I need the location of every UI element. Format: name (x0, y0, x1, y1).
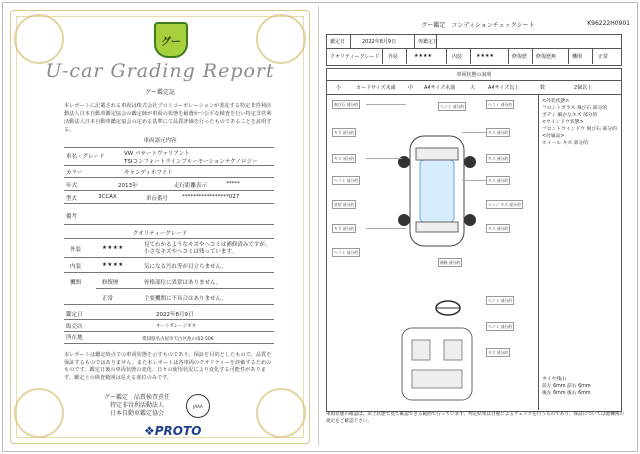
date-value: 2022年8月9日 (362, 39, 397, 45)
damage-tag: 塗装 部分的 (334, 202, 355, 207)
rule (64, 319, 274, 320)
corner-ornament-icon (14, 14, 64, 64)
damage-tag: キズ 部分的 (334, 156, 355, 161)
damage-tag: キズ 部分的 (334, 226, 355, 231)
ext-label: 外装 (388, 54, 399, 60)
rule (538, 94, 539, 410)
leader-line (366, 104, 406, 105)
ext-stars: ★★★★ (414, 53, 432, 59)
corner-ornament-icon (256, 388, 306, 438)
damage-tag: ヘコミ 部分的 (334, 250, 358, 255)
corner-ornament-icon (14, 388, 64, 438)
grade-engine-desc: 主要機関に不具合はありません。 (144, 296, 227, 302)
rule (326, 94, 622, 95)
grading-report-page (6, 6, 314, 446)
rule (568, 49, 569, 64)
rule (64, 147, 274, 148)
rule (64, 272, 274, 273)
damage-tag: ヘコミ 部分的 (488, 102, 512, 107)
int-stars: ★★★★ (476, 53, 494, 59)
grade-int-desc: 気になる汚れ等が目立ちません。 (144, 264, 227, 270)
vin-label: 車台番号 (146, 196, 169, 202)
grade-int-label: 内装 (70, 264, 82, 270)
mileage-value: ***** (226, 181, 240, 187)
corner-ornament-icon (256, 14, 306, 64)
jaaa-seal-icon: JAAA (186, 394, 210, 418)
intro-text: 本レポートに記載される車両は株式会社プロトコーポレーションが委託する特定非営利活動法人日本自動車鑑定協会の鑑定師が車両の状態を厳選かつ公平な検査を行い特定非営利活動法人日本自動車鑑定協会の定める基準にて品質評価を行ったものであることを証明する。 (64, 103, 272, 133)
rule (64, 331, 274, 332)
rule (96, 288, 274, 289)
appraisal-date-label: 鑑定日 (66, 312, 83, 318)
repair-value: 修復歴無 (536, 54, 557, 60)
leader-line (462, 180, 486, 181)
grade-ext-stars: ★★★★ (102, 245, 124, 251)
address-value: 愛知県名古屋市天白区池の南2-506 (142, 337, 214, 342)
count-label: 数 (540, 85, 546, 91)
rule (382, 49, 383, 64)
car-interior-diagram (392, 324, 482, 404)
vin-value: *****************027 (182, 194, 240, 200)
grade-repair-value: 修復歴 (102, 280, 119, 286)
color-value: キャンディホワイト (124, 170, 173, 176)
damage-tag: ヘコミ 部分的 (488, 324, 512, 329)
rule (532, 49, 533, 64)
year-label: 年式 (66, 183, 78, 189)
rule (64, 238, 274, 239)
quality-grade-title: クオリティーグレード (132, 231, 188, 237)
report-title: U-car Grading Report (45, 60, 275, 82)
rule (406, 49, 407, 64)
damage-tag: キズ 部分的 (488, 350, 509, 355)
rule (326, 80, 622, 81)
engine-value: 正常 (598, 54, 609, 60)
proto-logo: ❖PROTO (144, 424, 202, 438)
damage-tag: 飛び石 部分的 (334, 102, 358, 107)
rule (64, 304, 274, 305)
address-label: 所在地 (66, 335, 83, 341)
damage-tag: キズ 部分的 (488, 156, 509, 161)
rule (64, 177, 274, 178)
recheck-label: 再鑑定日 (418, 39, 439, 45)
sheet-id: K96222H0901 (587, 20, 630, 27)
rule (64, 190, 274, 191)
legend-large: 大 (470, 85, 476, 91)
steering-wheel-icon (434, 298, 462, 318)
legend-large-desc: A4サイズ以上 (488, 85, 520, 91)
condition-check-sheet (322, 6, 634, 446)
leader-line (462, 132, 486, 133)
page-divider (318, 6, 319, 446)
grade-engine-value: 正常 (102, 296, 114, 302)
grade-ext-desc: 見てわかるようなキズやヘコミは補修済みですが、小さなキズやヘコミは残っています。 (144, 242, 271, 255)
damage-tag: エッジ キズ 部分的 (488, 202, 521, 207)
car-top-view-diagram (392, 126, 482, 256)
model-value-2: TSIコンフォートラインブルーモーションテクノロジー (124, 159, 258, 165)
appraisal-date-value: 2022年8月9日 (156, 312, 194, 318)
remarks-label: 備考 (66, 214, 78, 220)
legend-medium-desc: A4サイズ未満 (424, 85, 456, 91)
damage-tag: ヘコミ 部分的 (488, 298, 512, 303)
rule (592, 49, 593, 64)
rule (446, 49, 447, 64)
rule (64, 343, 274, 344)
damage-tag: ヘコミ 部分的 (440, 104, 464, 109)
legend-medium: 中 (408, 85, 414, 91)
int-label: 内装 (452, 54, 463, 60)
grade-eng-label: 機関 (70, 280, 82, 286)
leader-line (366, 158, 402, 159)
rule (350, 34, 351, 49)
year-value: 2013年 (118, 183, 138, 189)
rule (64, 224, 274, 225)
type-value: 3CCAX (98, 194, 117, 200)
damage-tag: キズ 部分的 (488, 226, 509, 231)
diagram-title: 車両状態の説明 (456, 72, 492, 78)
model-label: 車名・グレード (66, 154, 105, 160)
sheet-footer: 車両状態の確認は、床上状態で見て確認できる範囲で行っています。判定結果は目視によるチェックを行うものであり、保証については他機関の規定をご確認下さい。 (326, 412, 625, 424)
count-value: 2個以上 (574, 85, 593, 91)
shop-value: オートガレージオオ (156, 324, 197, 329)
legend-small-desc: カードサイズ未満 (356, 85, 396, 91)
type-label: 型式 (66, 196, 78, 202)
vehicle-section-title: 車両諸元内容 (143, 138, 177, 144)
grade-repair-desc: 骨格部位に異常はありません。 (144, 280, 222, 286)
damage-tag: キズ 部分的 (488, 178, 509, 183)
rule (326, 48, 622, 49)
damage-tag: ヘコミ 部分的 (334, 178, 358, 183)
condition-notes: <外装状態> フロントガラス 飛び石 部分的 ボディ 細かなキズ 部分的 <ウインドウ状態> フロントウインドウ 飛び石 部分的 <付属品> ホイール キズ 部分的 (542, 99, 617, 146)
goo-badge-logo: グー (154, 22, 188, 58)
leader-line (366, 228, 406, 229)
rule (64, 165, 274, 166)
organization-name: グー鑑定 品質検査責任 特定非営利活動法人 日本自動車鑑定協会 (103, 394, 170, 417)
legend-small: 小 (336, 85, 342, 91)
engine-label: 機関 (572, 54, 583, 60)
mileage-label: 走行距離表示 (174, 183, 208, 189)
rule (64, 203, 274, 204)
disclaimer-text: 本レポートは鑑定時点での車両状態を示すものであり、保証を目的としたもので、品質を保証するものではありません。また本レポートは各車両のクオリティーを評価するためのものです。鑑定日後の車両状態の変化、日々の使用状況により変化する可能性があります。鑑定士の検査範囲は見える部位のみです。 (64, 352, 272, 381)
rule (64, 257, 274, 258)
tire-note: タイヤ残山 前左 6mm 前右 6mm 後左 6mm 後右 6mm (542, 377, 591, 396)
color-label: カラー (66, 170, 83, 176)
grade-label: クオリティーグレード (330, 54, 380, 60)
rule (414, 34, 415, 49)
model-value-1: VW パサートヴァリアント (124, 151, 190, 157)
rule (470, 49, 471, 64)
sheet-title: グー鑑定 コンディションチェックシート (421, 22, 535, 29)
damage-tag: キズ 部分的 (334, 130, 355, 135)
damage-tag: キズ 部分的 (488, 130, 509, 135)
grade-ext-label: 外装 (70, 247, 82, 253)
report-subtitle: グー鑑定証 (144, 89, 175, 96)
rule (508, 49, 509, 64)
repair-label: 修復歴 (512, 54, 528, 60)
grade-int-stars: ★★★★ (102, 262, 124, 268)
date-label: 鑑定日 (330, 39, 346, 45)
shop-label: 販売店 (66, 324, 83, 330)
damage-tag: 補修 部分的 (440, 260, 461, 265)
